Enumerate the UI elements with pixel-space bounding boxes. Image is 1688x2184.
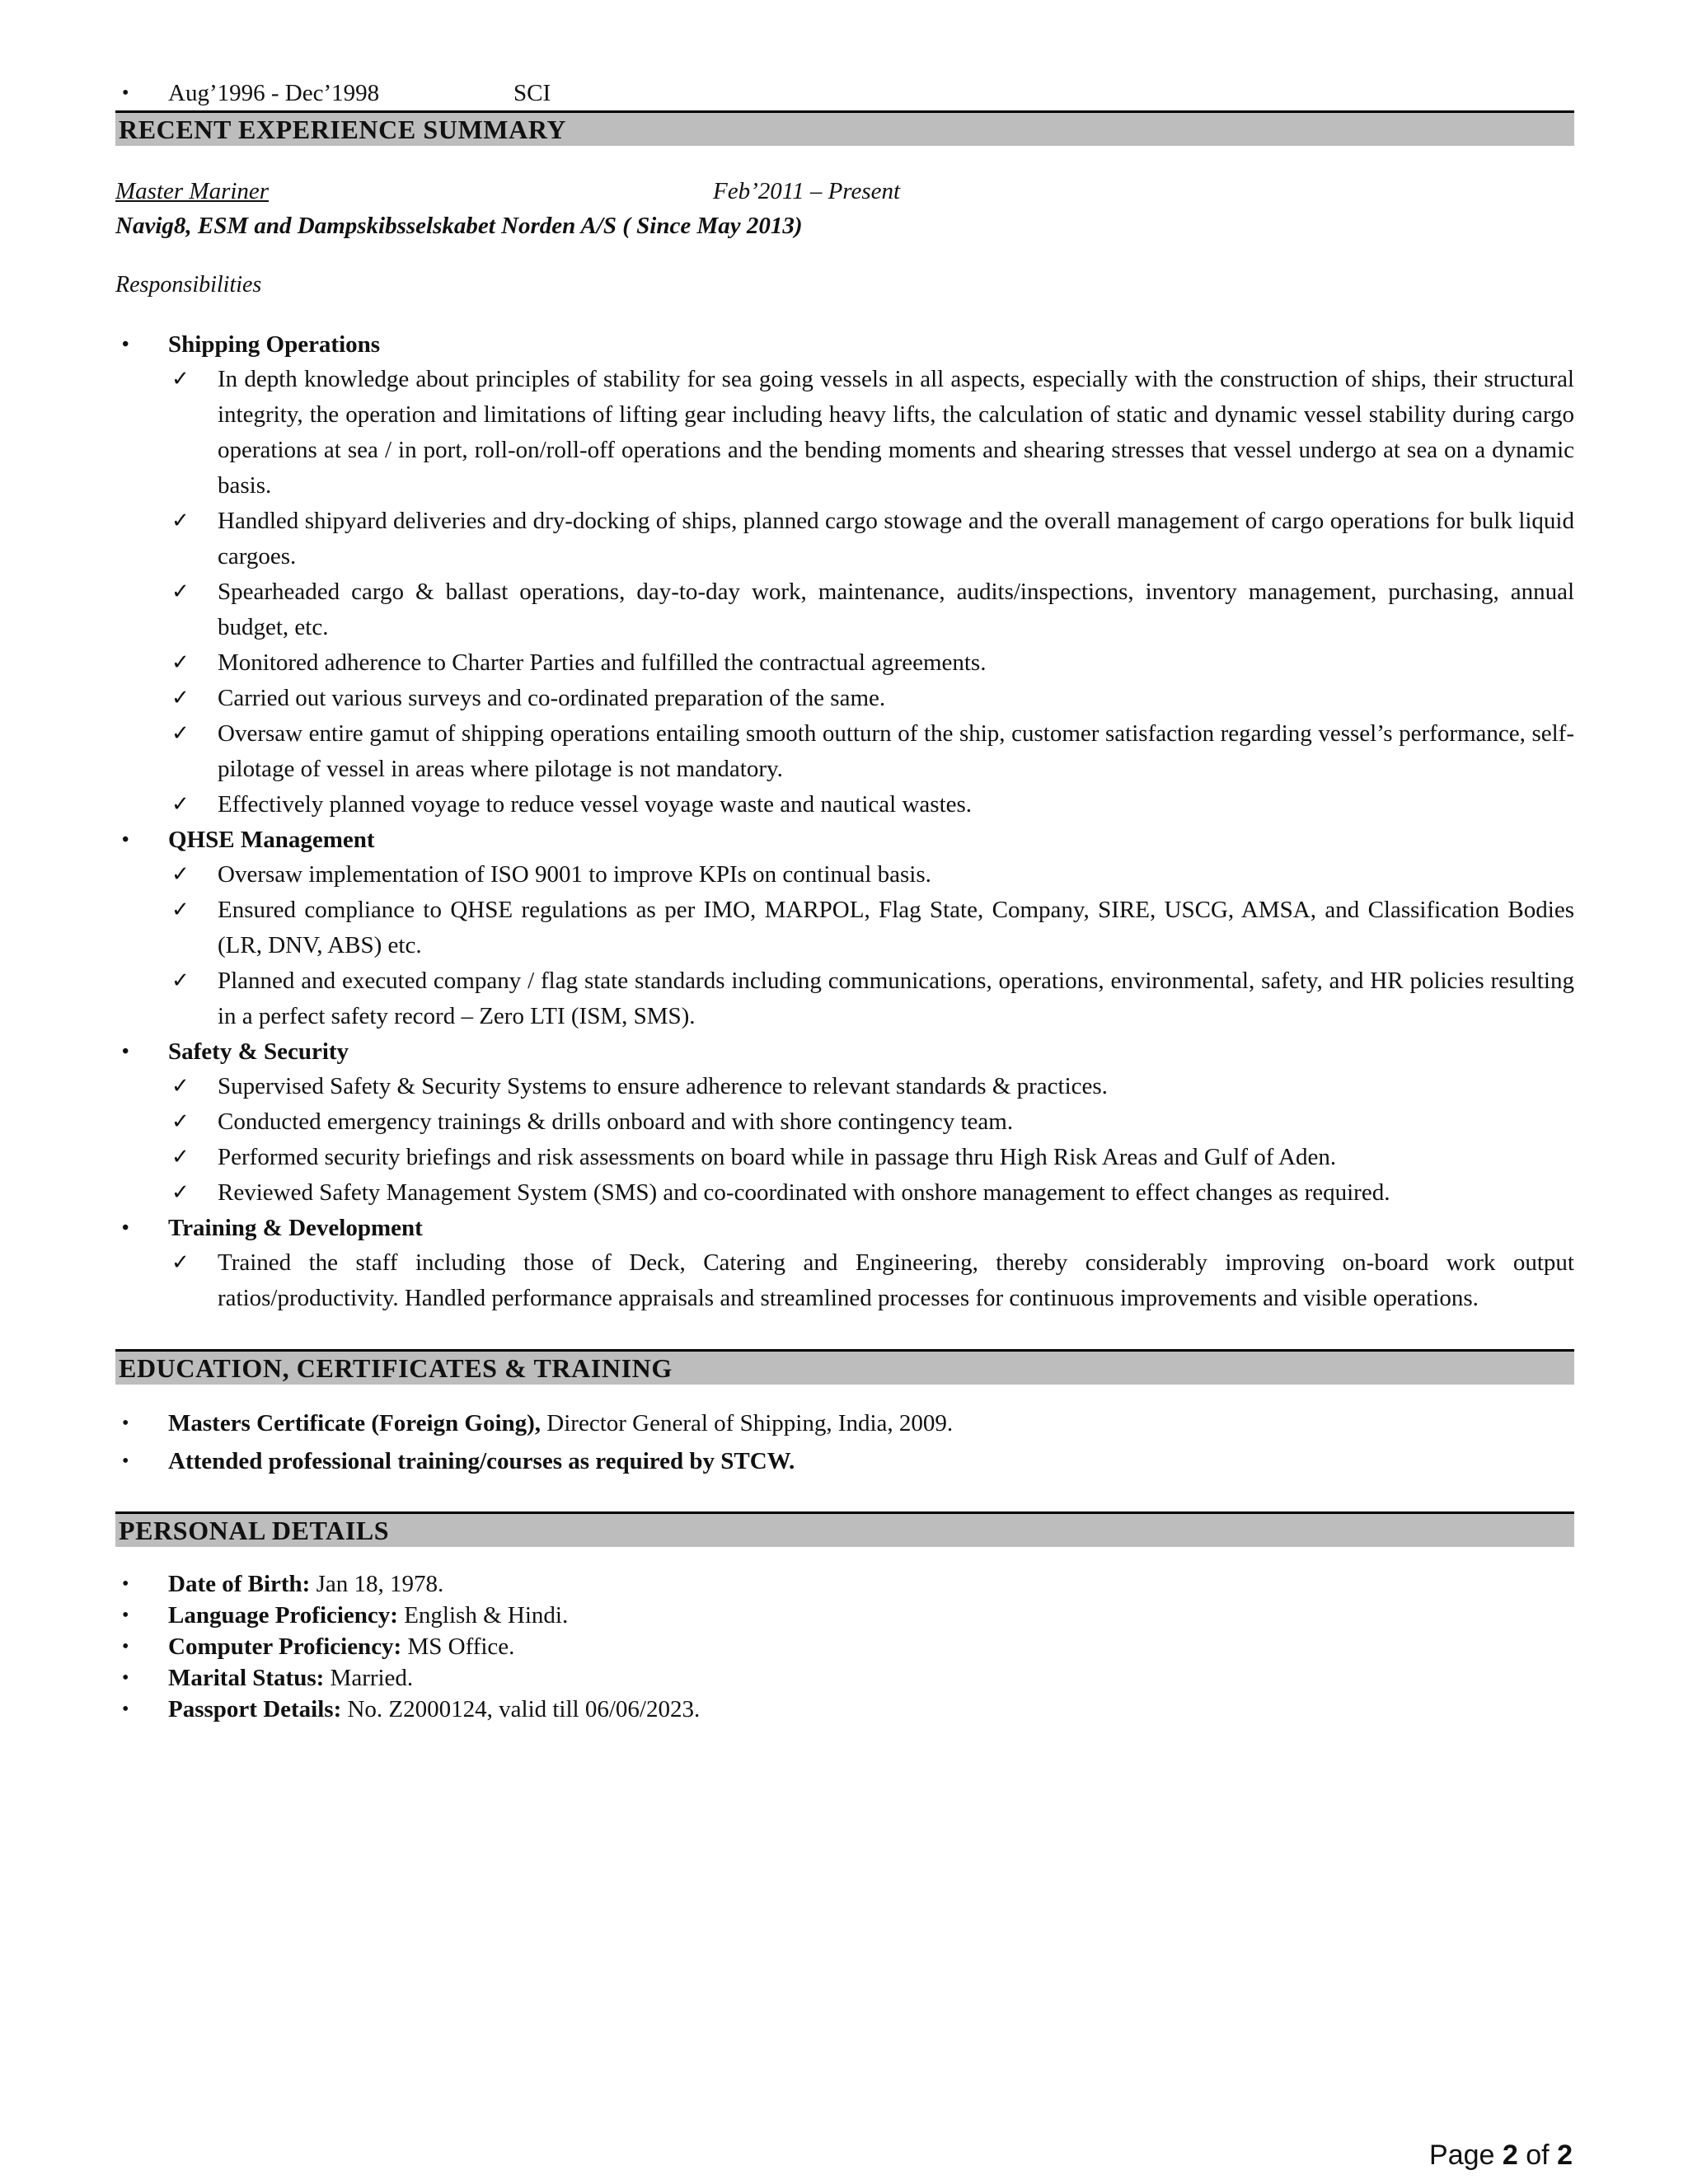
detail-label: Marital Status: [168, 1665, 325, 1691]
page-total: 2 [1557, 2139, 1573, 2171]
education-item-detail: Director General of Shipping, India, 2009. [541, 1410, 954, 1436]
check-icon: ✓ [171, 721, 190, 746]
detail-value: Jan 18, 1978. [310, 1571, 444, 1597]
detail-value: English & Hindi. [397, 1602, 569, 1629]
check-icon: ✓ [171, 1109, 190, 1134]
role-company: Navig8, ESM and Dampskibsselskabet Norden A/S ( Since May 2013) [115, 213, 803, 239]
check-icon: ✓ [171, 579, 190, 604]
list-item [115, 893, 1574, 963]
list-item-text: Carried out various surveys and co-ordinated preparation of the same. [218, 685, 886, 711]
personal-detail-language [115, 1600, 1574, 1631]
list-item [115, 1069, 1574, 1104]
list-item [115, 1104, 1574, 1140]
detail-label: Computer Proficiency: [168, 1633, 402, 1660]
page-current: 2 [1502, 2139, 1518, 2171]
list-item [115, 857, 1574, 893]
detail-value: Married. [324, 1665, 414, 1691]
category-label: Training & Development [168, 1215, 423, 1241]
list-item [115, 574, 1574, 645]
list-item-text: Trained the staff including those of Deck, Catering and Engineering, thereby considerably improving on-board work output ratios/productivity. Handled performance appraisals and streamlined processes for continuous improvements and visible operations. [218, 1249, 1574, 1311]
list-item-text: Effectively planned voyage to reduce vessel voyage waste and nautical wastes. [218, 791, 973, 818]
category-shipping-operations [115, 327, 1574, 362]
list-item-text: Oversaw entire gamut of shipping operations entailing smooth outturn of the ship, customer satisfaction regarding vessel’s performance, self-pilotage of vessel in areas where pilotage is not mandatory. [218, 720, 1574, 782]
bullet-icon: • [122, 1413, 129, 1434]
check-icon: ✓ [171, 1145, 190, 1169]
category-label: Shipping Operations [168, 331, 381, 358]
bullet-icon: • [122, 334, 129, 355]
category-safety-security [115, 1034, 1574, 1069]
check-icon: ✓ [171, 792, 190, 817]
list-item [115, 716, 1574, 787]
personal-detail-computer [115, 1631, 1574, 1662]
bullet-icon: • [122, 82, 129, 104]
list-item [115, 1245, 1574, 1316]
page-number [1429, 2139, 1573, 2172]
check-icon: ✓ [171, 367, 190, 391]
check-icon: ✓ [171, 686, 190, 710]
list-item-text: In depth knowledge about principles of stability for sea going vessels in all aspects, especially with the construction of ships, their structural integrity, the operation and limitations of lifting gear including heavy lifts, the calculation of static and dynamic vessel stability during cargo operations at sea / in port, roll-on/roll-off operations and the bending moments and shearing stresses that vessel undergo at sea on a dynamic basis. [218, 366, 1574, 499]
personal-detail-dob [115, 1568, 1574, 1600]
detail-value: MS Office. [401, 1633, 515, 1660]
detail-value: No. Z2000124, valid till 06/06/2023. [341, 1696, 701, 1722]
personal-detail-marital [115, 1662, 1574, 1694]
check-icon: ✓ [171, 1074, 190, 1099]
list-item-text: Handled shipyard deliveries and dry-docking of ships, planned cargo stowage and the overall management of cargo operations for bulk liquid cargoes. [218, 508, 1574, 569]
bullet-icon: • [122, 1041, 129, 1062]
personal-detail-passport [115, 1694, 1574, 1725]
category-qhse-management [115, 823, 1574, 857]
list-item [115, 1140, 1574, 1175]
list-item [115, 362, 1574, 504]
list-item-text: Monitored adherence to Charter Parties and fulfilled the contractual agreements. [218, 649, 987, 676]
check-icon: ✓ [171, 898, 190, 922]
section-heading-experience: RECENT EXPERIENCE SUMMARY [115, 110, 1574, 146]
bullet-icon: • [122, 1451, 129, 1472]
resume-page [115, 76, 1574, 1725]
category-training-development [115, 1211, 1574, 1245]
list-item-text: Conducted emergency trainings & drills onboard and with shore contingency team. [218, 1108, 1014, 1135]
list-item [115, 1175, 1574, 1211]
bullet-icon: • [122, 1217, 129, 1239]
check-icon: ✓ [171, 968, 190, 993]
detail-label: Passport Details: [168, 1696, 342, 1722]
role-line [115, 174, 1574, 209]
bullet-icon: • [122, 1667, 129, 1689]
employment-company: SCI [513, 80, 551, 106]
bullet-icon: • [122, 1636, 129, 1657]
list-item [115, 645, 1574, 681]
page-word: Page [1429, 2139, 1495, 2171]
role-title: Master Mariner [115, 178, 270, 204]
list-item [115, 504, 1574, 574]
section-heading-education: EDUCATION, CERTIFICATES & TRAINING [115, 1349, 1574, 1385]
category-label: Safety & Security [168, 1038, 349, 1065]
list-item-text: Oversaw implementation of ISO 9001 to improve KPIs on continual basis. [218, 861, 931, 888]
check-icon: ✓ [171, 1250, 190, 1275]
list-item-text: Performed security briefings and risk assessments on board while in passage thru High Risk Areas and Gulf of Aden. [218, 1144, 1337, 1170]
detail-label: Date of Birth: [168, 1571, 311, 1597]
check-icon: ✓ [171, 509, 190, 533]
list-item-text: Spearheaded cargo & ballast operations, day-to-day work, maintenance, audits/inspections, inventory management, purchasing, annual budget, etc. [218, 579, 1574, 640]
of-word: of [1526, 2139, 1550, 2171]
list-item [115, 681, 1574, 716]
list-item-text: Supervised Safety & Security Systems to ensure adherence to relevant standards & practices. [218, 1073, 1108, 1099]
check-icon: ✓ [171, 650, 190, 675]
check-icon: ✓ [171, 1180, 190, 1205]
category-label: QHSE Management [168, 827, 375, 853]
role-dates: Feb’2011 – Present [713, 178, 901, 204]
list-item [115, 787, 1574, 823]
list-item-text: Reviewed Safety Management System (SMS) and co-coordinated with onshore management to effect changes as required. [218, 1179, 1390, 1206]
prior-employment-entry [115, 76, 1574, 110]
list-item-text: Ensured compliance to QHSE regulations as per IMO, MARPOL, Flag State, Company, SIRE, USCG, AMSA, and Classification Bodies (LR, DNV, ABS) etc. [218, 897, 1574, 958]
check-icon: ✓ [171, 862, 190, 887]
bullet-icon: • [122, 829, 129, 851]
education-item-title: Attended professional training/courses as required by STCW. [168, 1448, 795, 1474]
education-item-title: Masters Certificate (Foreign Going), [168, 1410, 542, 1436]
bullet-icon: • [122, 1699, 129, 1720]
list-item [115, 963, 1574, 1034]
bullet-icon: • [122, 1605, 129, 1626]
education-item [115, 1444, 1574, 1479]
employment-dates: Aug’1996 - Dec’1998 [168, 80, 380, 106]
bullet-icon: • [122, 1573, 129, 1595]
section-heading-personal: PERSONAL DETAILS [115, 1511, 1574, 1547]
detail-label: Language Proficiency: [168, 1602, 398, 1629]
responsibilities-label: Responsibilities [115, 272, 262, 298]
list-item-text: Planned and executed company / flag state standards including communications, operations, environmental, safety, and HR policies resulting in a perfect safety record – Zero LTI (ISM, SMS). [218, 968, 1574, 1029]
education-item [115, 1406, 1574, 1441]
